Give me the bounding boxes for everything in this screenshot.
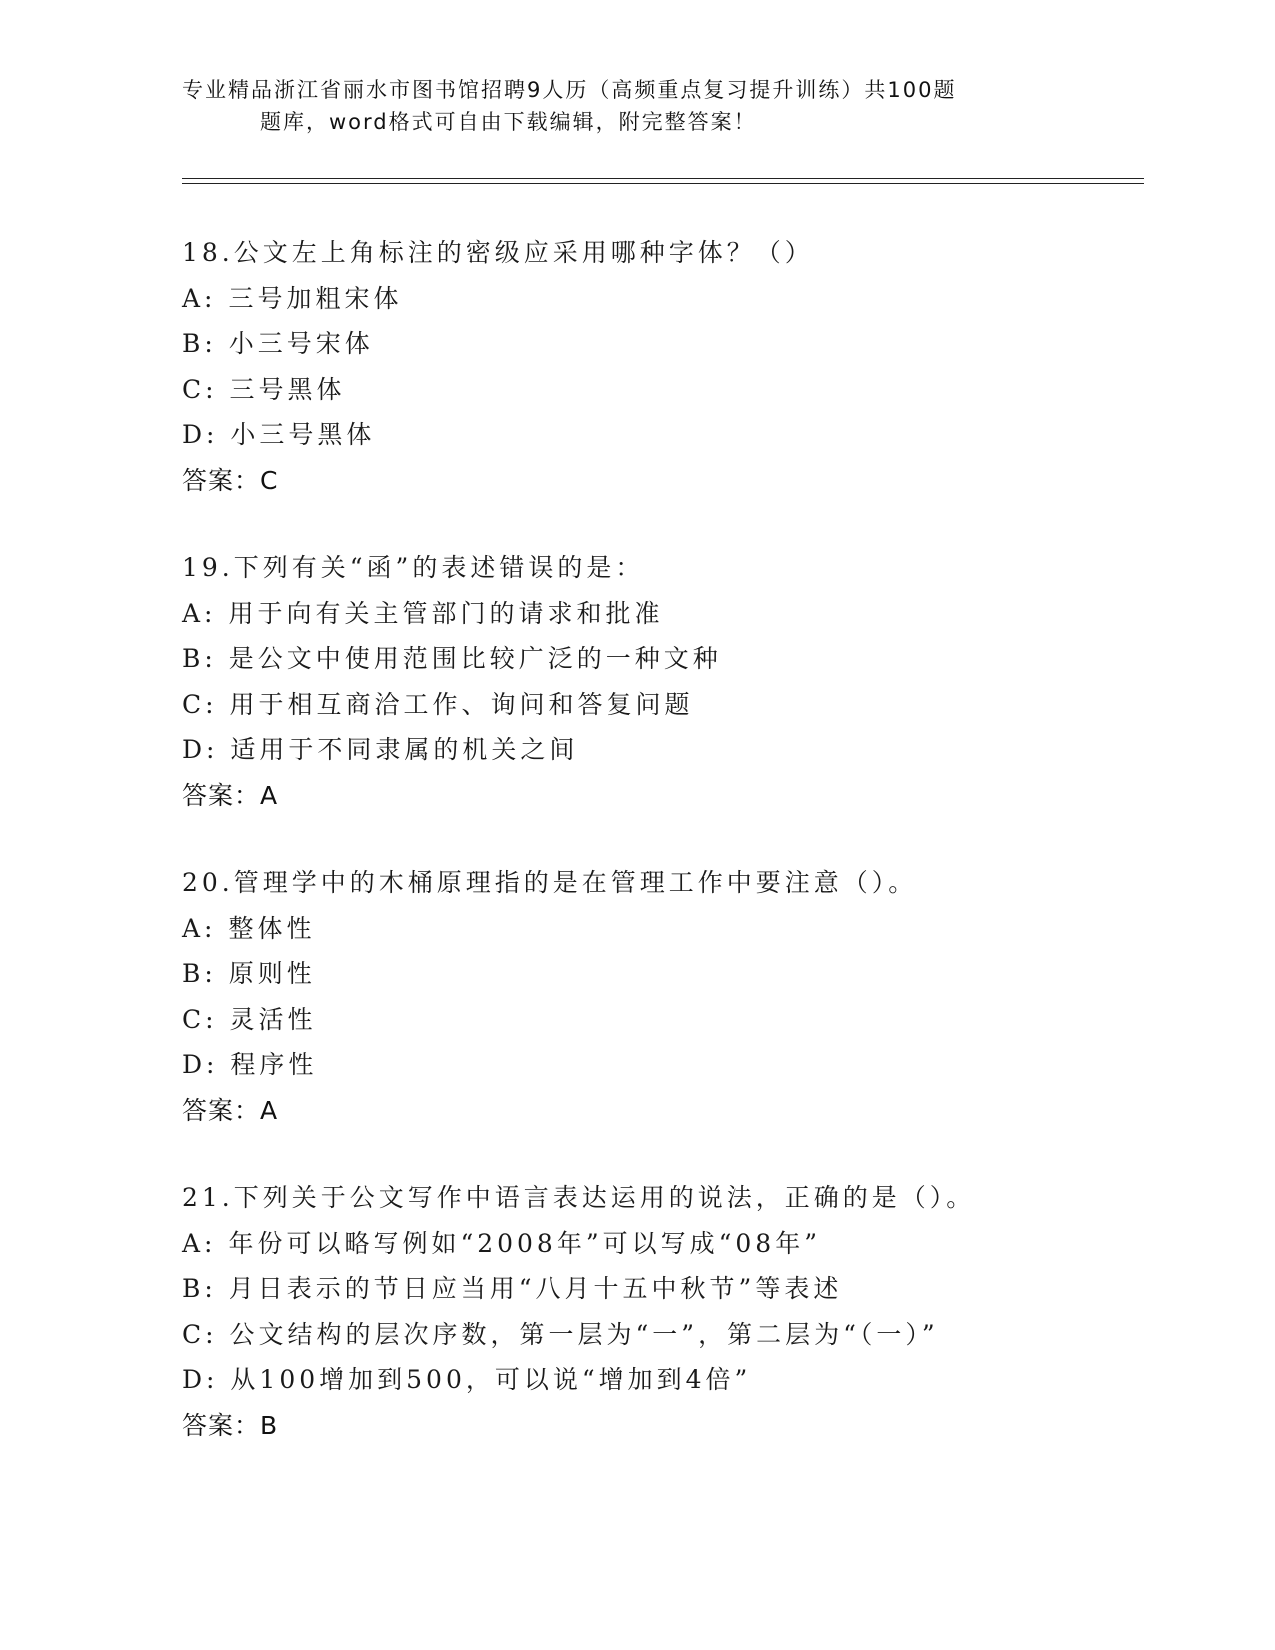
answer-label: 答案： bbox=[182, 465, 261, 495]
question-number: 20. bbox=[182, 868, 234, 897]
option-text: 程序性 bbox=[230, 1050, 318, 1079]
answer-value: A bbox=[260, 780, 279, 810]
question-text: 下列有关“函”的表述错误的是： bbox=[233, 553, 645, 582]
question-text: 公文左上角标注的密级应采用哪种字体？（） bbox=[233, 238, 814, 267]
option-b bbox=[182, 636, 1142, 682]
question-stem bbox=[182, 545, 1142, 591]
option-c bbox=[182, 682, 1142, 728]
question-item bbox=[182, 860, 1142, 1133]
option-b bbox=[182, 951, 1142, 997]
option-text: 灵活性 bbox=[229, 1004, 317, 1034]
option-text: 原则性 bbox=[228, 959, 316, 988]
question-item bbox=[182, 545, 1142, 818]
option-text: 从100增加到500，可以说“增加到4倍” bbox=[230, 1365, 752, 1394]
header-divider-bottom bbox=[182, 183, 1144, 184]
header-title-line2: 题库，word格式可自由下载编辑，附完整答案！ bbox=[260, 110, 757, 134]
option-text: 适用于不同隶属的机关之间 bbox=[230, 735, 579, 764]
option-text: 整体性 bbox=[228, 913, 316, 943]
option-a bbox=[182, 591, 1142, 637]
option-key: C: bbox=[182, 374, 218, 404]
answer-value: A bbox=[260, 1095, 279, 1125]
question-item bbox=[182, 230, 1142, 503]
question-stem bbox=[182, 860, 1142, 906]
option-key: B: bbox=[182, 959, 217, 988]
answer-value: C bbox=[260, 465, 279, 495]
option-key: D: bbox=[182, 420, 219, 449]
question-number: 18. bbox=[182, 238, 234, 267]
option-d bbox=[182, 412, 1142, 458]
header-title-line1: 专业精品浙江省丽水市图书馆招聘9人历（高频重点复习提升训练）共100题 bbox=[182, 78, 957, 102]
option-key: B: bbox=[182, 329, 217, 358]
question-item bbox=[182, 1175, 1142, 1448]
option-key: A: bbox=[182, 913, 217, 943]
answer-line bbox=[182, 458, 1142, 504]
option-a bbox=[182, 906, 1142, 952]
answer-line bbox=[182, 1403, 1142, 1449]
question-text: 下列关于公文写作中语言表达运用的说法，正确的是（）。 bbox=[233, 1183, 976, 1212]
answer-label: 答案： bbox=[182, 780, 261, 810]
question-number: 21. bbox=[182, 1183, 234, 1212]
header-divider-top bbox=[182, 178, 1144, 179]
option-text: 月日表示的节日应当用“八月十五中秋节”等表述 bbox=[228, 1274, 843, 1303]
option-key: A: bbox=[182, 1228, 217, 1258]
question-stem bbox=[182, 1175, 1142, 1221]
option-b bbox=[182, 1266, 1142, 1312]
option-key: D: bbox=[182, 1050, 219, 1079]
option-key: B: bbox=[182, 1274, 217, 1303]
option-c bbox=[182, 367, 1142, 413]
answer-label: 答案： bbox=[182, 1095, 261, 1125]
option-a bbox=[182, 1221, 1142, 1267]
option-text: 三号黑体 bbox=[229, 374, 346, 404]
question-list bbox=[182, 230, 1142, 1490]
option-c bbox=[182, 997, 1142, 1043]
option-text: 公文结构的层次序数，第一层为“一”，第二层为“（一）” bbox=[229, 1319, 939, 1349]
option-c bbox=[182, 1312, 1142, 1358]
option-d bbox=[182, 1357, 1142, 1403]
option-d bbox=[182, 727, 1142, 773]
answer-label: 答案： bbox=[182, 1410, 261, 1440]
option-key: D: bbox=[182, 1365, 219, 1394]
option-text: 小三号黑体 bbox=[230, 420, 376, 449]
option-text: 是公文中使用范围比较广泛的一种文种 bbox=[228, 644, 722, 673]
option-b bbox=[182, 321, 1142, 367]
option-text: 用于相互商洽工作、询问和答复问题 bbox=[229, 689, 694, 719]
option-key: D: bbox=[182, 735, 219, 764]
document-header bbox=[182, 74, 1062, 138]
option-key: C: bbox=[182, 1319, 218, 1349]
option-key: A: bbox=[182, 283, 217, 313]
question-stem bbox=[182, 230, 1142, 276]
option-key: A: bbox=[182, 598, 217, 628]
option-text: 用于向有关主管部门的请求和批准 bbox=[228, 598, 664, 628]
question-text: 管理学中的木桶原理指的是在管理工作中要注意（）。 bbox=[233, 868, 918, 897]
option-a bbox=[182, 276, 1142, 322]
option-key: C: bbox=[182, 1004, 218, 1034]
answer-line bbox=[182, 1088, 1142, 1134]
option-text: 三号加粗宋体 bbox=[228, 283, 403, 313]
option-text: 年份可以略写例如“2008年”可以写成“08年” bbox=[228, 1228, 821, 1258]
question-number: 19. bbox=[182, 553, 234, 582]
option-key: B: bbox=[182, 644, 217, 673]
answer-value: B bbox=[260, 1410, 279, 1440]
option-d bbox=[182, 1042, 1142, 1088]
option-key: C: bbox=[182, 689, 218, 719]
option-text: 小三号宋体 bbox=[228, 329, 374, 358]
answer-line bbox=[182, 773, 1142, 819]
